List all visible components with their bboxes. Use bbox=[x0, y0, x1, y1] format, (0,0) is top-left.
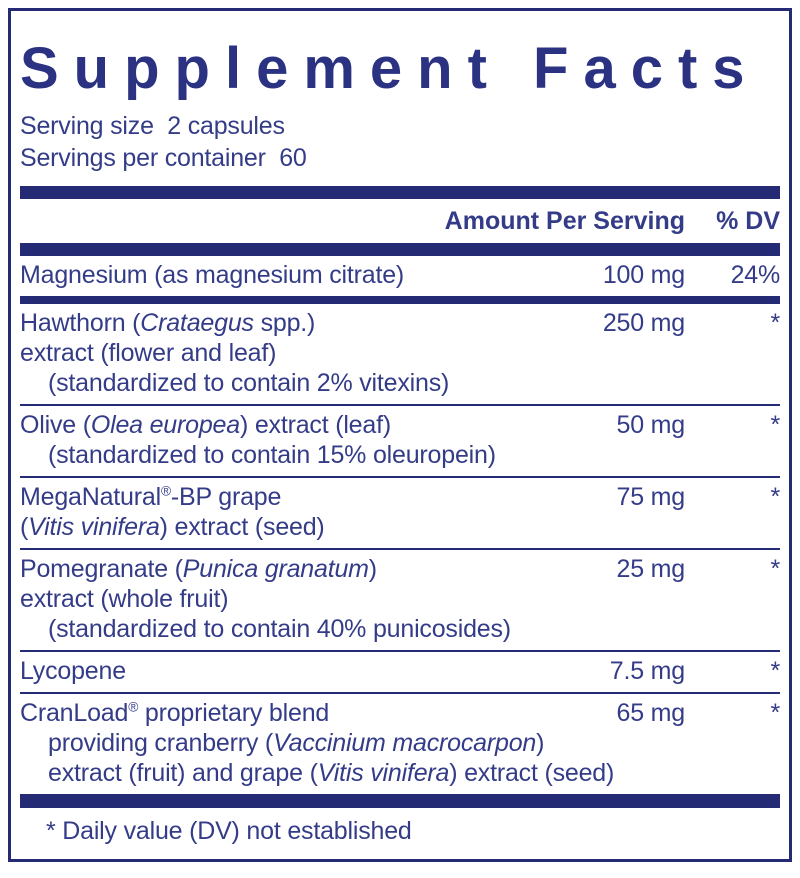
ingredient-main-line bbox=[20, 260, 780, 290]
ingredient-row bbox=[20, 550, 780, 650]
amount-cell: 7.5 mg bbox=[609, 657, 685, 685]
ingredient-name bbox=[20, 260, 535, 290]
divider-bar-below-header bbox=[20, 243, 780, 256]
ingredient-name bbox=[20, 585, 228, 613]
name-text: Hawthorn ( bbox=[20, 309, 141, 337]
name-text: Olive ( bbox=[20, 411, 91, 439]
ingredient-name bbox=[48, 615, 511, 643]
ingredient-row bbox=[20, 694, 780, 794]
botanical-name: Crataegus bbox=[140, 309, 254, 337]
name-text: (standardized to contain 2% vitexins) bbox=[48, 369, 450, 397]
ingredient-sub-line bbox=[20, 758, 780, 788]
ingredient-main-line bbox=[20, 482, 780, 512]
ingredient-name bbox=[20, 482, 535, 512]
botanical-name: Olea europea bbox=[90, 411, 240, 439]
ingredient-name bbox=[20, 339, 276, 367]
ingredient-row bbox=[20, 406, 780, 476]
ingredient-name bbox=[48, 759, 614, 787]
amount-cell: 65 mg bbox=[616, 699, 685, 727]
name-text: (standardized to contain 40% punicosides) bbox=[48, 615, 511, 643]
name-text: extract (flower and leaf) bbox=[20, 339, 277, 367]
ingredient-name bbox=[48, 441, 496, 469]
ingredient-name bbox=[20, 513, 325, 541]
ingredient-main-line bbox=[20, 656, 780, 686]
supplement-facts-label bbox=[8, 8, 792, 862]
registered-mark: ® bbox=[160, 483, 171, 499]
dv-cell: 24% bbox=[730, 261, 780, 289]
name-text: ) extract (leaf) bbox=[239, 411, 391, 439]
botanical-name: Vitis vinifera bbox=[317, 759, 450, 787]
serving-size-line: Serving size 2 capsules bbox=[20, 112, 285, 140]
amount-cell: 50 mg bbox=[616, 411, 685, 439]
amount-cell: 75 mg bbox=[616, 483, 685, 511]
name-text: Lycopene bbox=[20, 657, 126, 685]
dv-cell: * bbox=[770, 483, 780, 511]
ingredient-sub-line bbox=[20, 512, 780, 542]
ingredient-main-line bbox=[20, 308, 780, 338]
ingredient-row bbox=[20, 478, 780, 548]
botanical-name: Vitis vinifera bbox=[28, 513, 160, 541]
ingredient-row bbox=[20, 304, 780, 404]
ingredient-sub-line bbox=[20, 614, 780, 644]
dv-cell: * bbox=[770, 555, 780, 583]
amount-per-serving-header: Amount Per Serving bbox=[444, 207, 685, 235]
dv-cell: * bbox=[770, 699, 780, 727]
ingredient-name bbox=[20, 410, 535, 440]
percent-dv-header: % DV bbox=[716, 207, 780, 235]
name-text: MegaNatural bbox=[20, 483, 161, 511]
ingredient-row bbox=[20, 256, 780, 296]
dv-footnote: * Daily value (DV) not established bbox=[46, 817, 412, 845]
ingredient-name bbox=[20, 308, 535, 338]
name-text: ) extract (seed) bbox=[159, 513, 325, 541]
amount-cell: 25 mg bbox=[616, 555, 685, 583]
dv-cell: * bbox=[770, 411, 780, 439]
ingredient-rows bbox=[20, 256, 780, 794]
ingredient-main-line bbox=[20, 554, 780, 584]
name-text: spp.) bbox=[253, 309, 316, 337]
name-text: ) extract (seed) bbox=[449, 759, 615, 787]
name-text: Magnesium (as magnesium citrate) bbox=[20, 261, 405, 289]
servings-per-container-line: Servings per container 60 bbox=[20, 144, 307, 172]
name-text: providing cranberry ( bbox=[48, 729, 274, 757]
ingredient-main-line bbox=[20, 698, 780, 728]
ingredient-row bbox=[20, 652, 780, 692]
ingredient-name bbox=[48, 369, 449, 397]
name-text: extract (fruit) and grape ( bbox=[48, 759, 318, 787]
ingredient-name bbox=[20, 656, 535, 686]
name-text: ) bbox=[368, 555, 377, 583]
ingredient-sub-line bbox=[20, 584, 780, 614]
divider-bar-bottom bbox=[20, 794, 780, 808]
ingredient-main-line bbox=[20, 410, 780, 440]
amount-cell: 100 mg bbox=[602, 261, 685, 289]
table-header-row bbox=[20, 199, 780, 243]
dv-cell: * bbox=[770, 657, 780, 685]
name-text: Pomegranate ( bbox=[20, 555, 183, 583]
ingredient-name bbox=[20, 698, 535, 728]
dv-cell: * bbox=[770, 309, 780, 337]
divider-bar-top bbox=[20, 186, 780, 199]
name-text: ) bbox=[536, 729, 545, 757]
ingredient-name bbox=[48, 729, 544, 757]
name-text: proprietary blend bbox=[138, 699, 330, 727]
name-text: ( bbox=[20, 513, 29, 541]
name-text: (standardized to contain 15% oleuropein) bbox=[48, 441, 496, 469]
row-separator bbox=[20, 296, 780, 304]
name-text: extract (whole fruit) bbox=[20, 585, 229, 613]
ingredient-sub-line bbox=[20, 338, 780, 368]
botanical-name: Punica granatum bbox=[182, 555, 369, 583]
botanical-name: Vaccinium macrocarpon bbox=[273, 729, 537, 757]
name-text: CranLoad bbox=[20, 699, 129, 727]
ingredient-sub-line bbox=[20, 728, 780, 758]
name-text: -BP grape bbox=[170, 483, 282, 511]
label-title: Supplement Facts bbox=[20, 36, 760, 101]
ingredient-sub-line bbox=[20, 368, 780, 398]
registered-mark: ® bbox=[128, 699, 139, 715]
ingredient-name bbox=[20, 554, 535, 584]
amount-cell: 250 mg bbox=[602, 309, 685, 337]
ingredient-sub-line bbox=[20, 440, 780, 470]
